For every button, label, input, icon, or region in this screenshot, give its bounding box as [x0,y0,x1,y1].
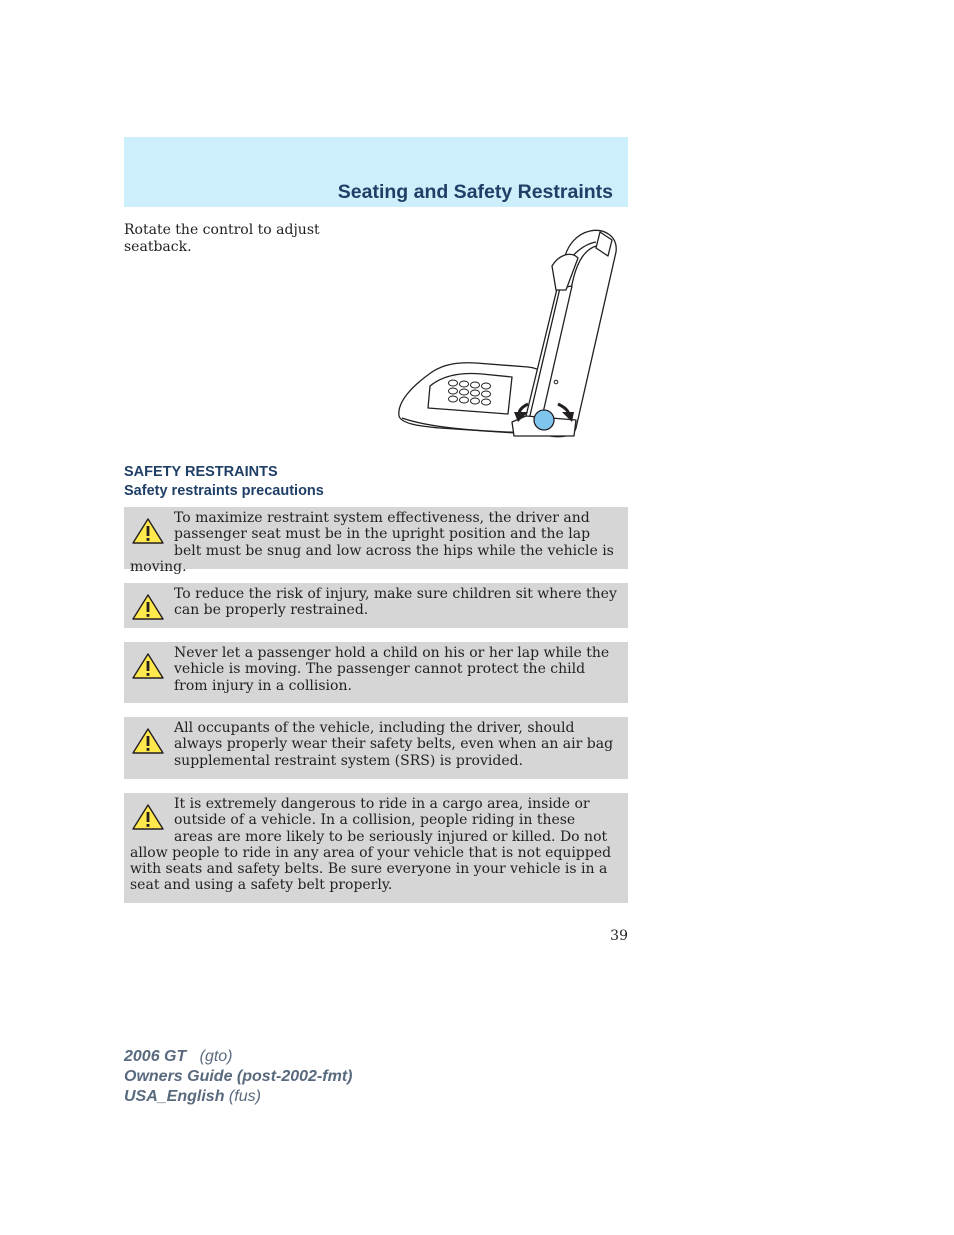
warning-triangle-icon [131,652,165,680]
warning-text: To reduce the risk of injury, make sure children sit where they can be properly restrained. [174,586,617,619]
footer-model: 2006 GT [124,1048,187,1065]
warning-triangle-icon [131,593,165,621]
footer-guide: Owners Guide (post-2002-fmt) [124,1068,353,1085]
footer-model-code: (gto) [199,1048,233,1065]
warning-triangle-icon [131,803,165,831]
warning-box [124,717,628,779]
section-subheading: Safety restraints precautions [124,483,324,499]
section-heading: SAFETY RESTRAINTS [124,464,278,480]
document-footer [124,1047,352,1107]
warning-text: It is extremely dangerous to ride in a cargo area, inside or outside of a vehicle. In a collision, people riding in these areas are more likely to be seriously injured or killed. Do not allow people to ride in any area of your vehicle that is not equipped with seats and safety belts. Be sure everyone in your vehicle is in a seat and using a safety belt properly. [130,796,612,894]
header-band [124,137,628,207]
page-title: Seating and Safety Restraints [337,181,613,203]
warning-box [124,507,628,575]
seat-illustration [390,226,630,442]
page-number: 39 [610,928,628,944]
warning-text: Never let a passenger hold a child on his or her lap while the vehicle is moving. The passenger cannot protect the child from injury in a collision. [174,645,610,694]
footer-line-model [124,1047,352,1067]
intro-text: Rotate the control to adjust seatback. [124,222,320,255]
warning-box [124,583,628,628]
warning-box [124,642,628,703]
warning-box [124,793,628,903]
footer-locale: USA_English [124,1088,225,1105]
warning-text: To maximize restraint system effectiveness, the driver and passenger seat must be in the upright position and the lap belt must be snug and low across the hips while the vehicle is moving. [130,510,614,575]
footer-locale-code: (fus) [228,1088,261,1105]
warning-text: All occupants of the vehicle, including the driver, should always properly wear their safety belts, even when an air bag supplemental restraint system (SRS) is provided. [174,720,614,769]
warning-triangle-icon [131,727,165,755]
warning-triangle-icon [131,517,165,545]
footer-line-locale [124,1087,352,1107]
